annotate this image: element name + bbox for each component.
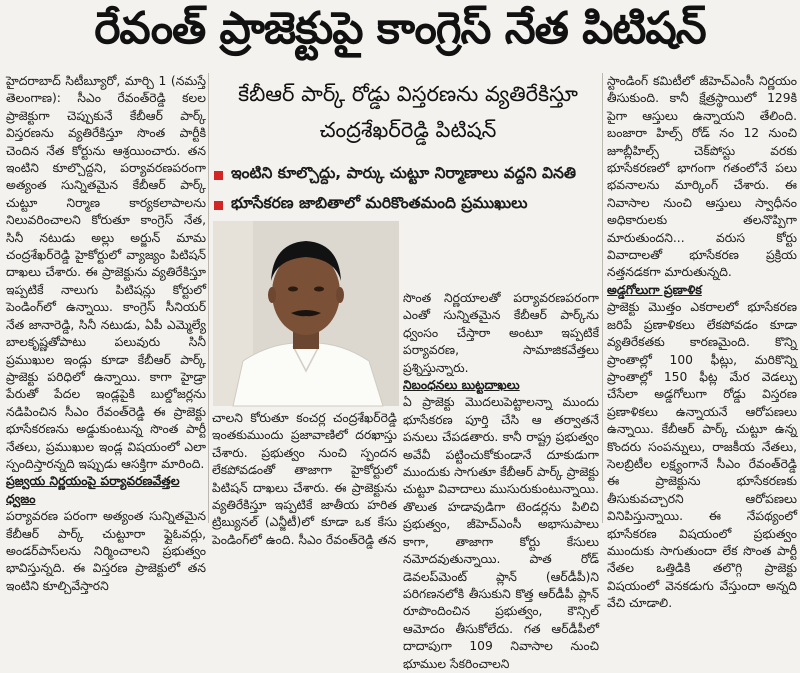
column-divider [602,73,603,523]
person-portrait-image [213,221,399,406]
body-paragraph: పర్యావరణ పరంగా అత్యంత సున్నితమైన కేబీఆర్ పార్క్ చుట్టూరా ఫ్లైఓవర్లు, అండర్‌పాస్‌లను నిర్మించాలని ప్రభుత్వం భావిస్తున్నది. ఈ విస్తరణ ప్రాజెక్టులో తన ఇంటిని కూల్చివేస్తారని [6,509,206,593]
bullet-item [214,160,604,190]
deck-line: చంద్రశేఖర్‌రెడ్డి పిటిషన్ [319,118,497,142]
article-column-1 [6,73,206,593]
red-square-bullet-icon [214,171,223,180]
body-paragraph: ప్రాజెక్టు మొత్తం ఎకరాలలో భూసేకరణ జరిపే ప్రణాళికలు లేకపోవడం కూడా వ్యతిరేకతకు కారణమైంది. కొన్ని ప్రాంతాల్లో 100 ఫీట్లు, మరికొన్ని ప్రాంతాల్లో 150 ఫీట్ల మేర వెడల్పు చేసేలా అడ్డగోలుగా రోడ్డు విస్తరణ ప్రణాళికలు ఉన్నాయనే ఆరోపణలు ఉన్నాయి. కేబీఆర్ పార్క్ చుట్టూ ఉన్న కొందరు సంపన్నులు, రాజకీయ నేతలు, సెలబ్రిటీల లక్ష్యంగానే సీఎం రేవంత్‌రెడ్డి ఈ ప్రాజెక్టును భూసేకరణకు తీసుకువచ్చారని ఆరోపణలు వినిపిస్తున్నాయి. ఈ నేపథ్యంలో భూసేకరణ విషయంలో ప్రభుత్వం ముందుకు సాగుతుందా లేక సొంత పార్టీ నేతల ఒత్తిడికి తలొగ్గి ప్రాజెక్టు విషయంలో వెనకడుగు వేస్తుందా అన్నది వేచి చూడాలి. [607,300,797,611]
body-paragraph: సొంత నిర్ణయాలతో పర్యావరణపరంగా ఎంతో సున్నితమైన కేబీఆర్ పార్క్‌ను ధ్వంసం చేస్తారా అంటూ ఇప్పటికే పర్యావరణ, సామాజికవేత్తలు ప్రశ్నిస్తున్నారు. [403,291,599,375]
photo-caption-text [212,410,397,547]
red-square-bullet-icon [214,201,223,210]
body-paragraph: ఏ ప్రాజెక్టు మొదలుపెట్టాలన్నా ముందు భూసేకరణ పూర్తి చేసి ఆ తర్వాతనే పనులు చేపడతారు. కానీ రాష్ట్ర ప్రభుత్వం అవేవీ పట్టించుకోకుండానే దూకుడుగా ముందుకు సాగుతూ కేబీఆర్ పార్క్ ప్రాజెక్టు చుట్టూ వివాదాలు ముసురుకుంటున్నాయి. తొలుత హడావుడిగా టెండర్లను పిలిచి ప్రభుత్వం, జీహెచ్ఎంసీ అభాసుపాలు కాగా, తాజాగా కోర్టు కేసులు నమోదవుతున్నాయి. పాత రోడ్ డెవలప్‌మెంట్ ప్లాన్ (ఆర్‌డీపీ)ని పరిగణనలోకి తీసుకుని కొత్త ఆర్‌డీపీ ప్లాన్ రూపొందించిన ప్రభుత్వం, కౌన్సిల్‌ ఆమోదం తీసుకోలేదు. గత ఆర్‌డీపీలో దాదాపుగా 109 నివాసాల నుంచి భూముల సేకరించాలని [403,395,599,671]
portrait-photo [213,221,399,406]
article-column-3 [607,73,797,611]
subheading: అడ్డగోలుగా ప్రణాళిక [607,282,702,297]
subheading: నిబంధనలు బుట్టదాఖలు [403,378,520,393]
body-paragraph: స్టాండింగ్ కమిటీలో జీహెచ్ఎంసీ నిర్ణయం తీసుకుంది. కానీ క్షేత్రస్థాయిలో 129కి పైగా ఆస్తులు ఉన్నాయని తేలింది. బంజారా హిల్స్ రోడ్ నం 12 నుంచి జూబ్లీహిల్స్ చెక్‌పోస్టు వరకు భూసేకరణలో భాగంగా గతంలోనే పలు భవనాలను మార్కింగ్ చేశారు. ఈ నివాసాల నుంచి ఆస్తులు స్వాధీనం అధికారులకు తలనొప్పిగా మారుతుందని... వరుస కోర్టు వివాదాలతో భూసేకరణ ప్రక్రియ నత్తనడకగా మారుతున్నది. [607,74,797,280]
headline: రేవంత్ ప్రాజెక్టుపై కాంగ్రెస్ నేత పిటిషన్ [94,3,706,54]
article-column-2 [403,290,599,671]
bullet-text: భూసేకరణ జాబితాలో మరికొంతమంది ప్రముఖులు [231,194,528,212]
column-divider [208,73,209,523]
bullet-item [214,190,604,220]
deck-line: కేబీఆర్ పార్క్ రోడ్డు విస్తరణను వ్యతిరేకిస్తూ [238,82,578,106]
body-paragraph: హైదరాబాద్ సిటీబ్యూరో, మార్చి 1 (నమస్తే తెలంగాణ): సీఎం రేవంత్‌రెడ్డి కలల ప్రాజెక్టుగా చెప్పుకునే కేబీఆర్ పార్క్ విస్తరణను వ్యతిరేకిస్తూ సొంత పార్టీకి చెందిన నేత కోర్టును ఆశ్రయించారు. తన ఇంటిని కూల్చొద్దని, పర్యావరణపరంగా అత్యంత సున్నితమైన కేబీఆర్ పార్క్ చుట్టూ నిర్మాణ కార్యకలాపాలను నిలువరించాలని కోరుతూ కాంగ్రెస్ నేత, సినీ నటుడు అల్లు అర్జున్ మామ చంద్రశేఖర్‌రెడ్డి హైకోర్టులో వ్యాజ్యం పిటిషన్ దాఖలు చేశారు. ఈ ప్రాజెక్టును వ్యతిరేకిస్తూ ఇప్పటికే నాలుగు పిటిషన్లు కోర్టులో పెండింగ్‌లో ఉన్నాయి. కాంగ్రెస్ సీనియర్ నేత జానారెడ్డి, సినీ నటుడు, ఏపీ ఎమ్మెల్యే బాలకృష్ణతోపాటు పలువురు సినీ ప్రముఖుల ఇండ్లు కూడా కేబీఆర్ పార్క్ ప్రాజెక్టు పరిధిలో ఉన్నాయి. కాగా హైడ్రా పేరుతో పేదల ఇండ్లపైకి బుల్డోజర్లను నడిపించిన సీఎం రేవంత్‌రెడ్డి ఈ ప్రాజెక్టు భూసేకరణను అడ్డుకుంటున్న సొంత పార్టీ నేతలు, ప్రముఖుల ఇండ్ల విషయంలో ఎలా స్పందిస్తారన్నది ఇప్పుడు ఆసక్తిగా మారింది. [6,74,206,471]
deck-headline [214,76,602,148]
body-paragraph: చాలని కోరుతూ కంచర్ల చంద్రశేఖర్‌రెడ్డి ఇంతకుముందు ప్రజావాణిలో దరఖాస్తు చేశారు. ప్రభుత్వం నుంచి స్పందన లేకపోవడంతో తాజాగా హైకోర్టులో పిటిషన్ దాఖలు చేశారు. ఈ ప్రాజెక్టును వ్యతిరేకిస్తూ ఇప్పటికే జాతీయ హరిత ట్రిబ్యునల్ (ఎన్జీటీ)లో కూడా ఒక కేసు పెండింగ్‌లో ఉంది. సీఎం రేవంత్‌రెడ్డి తన [212,411,397,547]
subheading: ప్రజ్వయ నిర్ణయంపై పర్యావరణవేత్తల ధ్వజం [6,474,180,506]
highlight-bullets [214,160,604,220]
bullet-text: ఇంటిని కూల్చొద్దు, పార్కు చుట్టూ నిర్మాణాలు వద్దని వినతి [231,164,577,182]
